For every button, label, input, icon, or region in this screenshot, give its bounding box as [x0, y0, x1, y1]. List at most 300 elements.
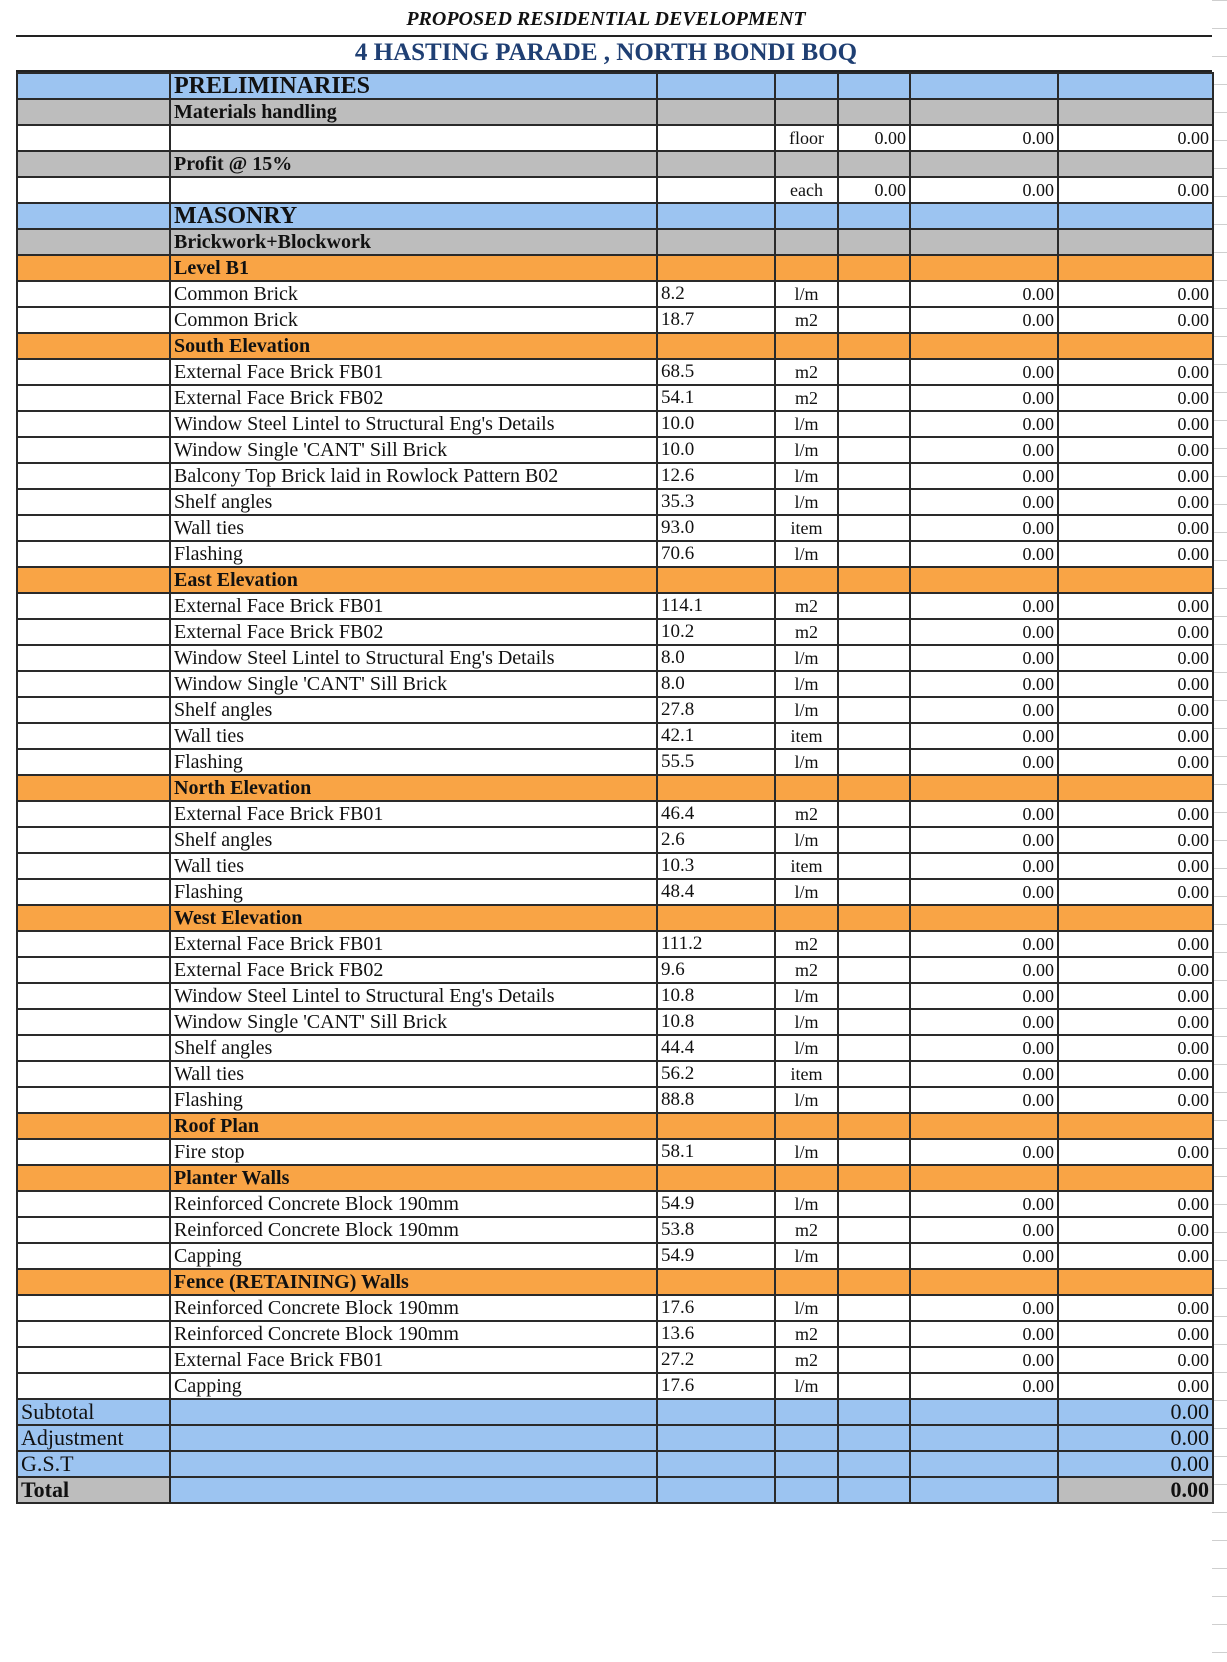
item-total: 0.00 [1058, 697, 1213, 723]
line-item-row [17, 1035, 1213, 1061]
line-item-row [17, 593, 1213, 619]
item-rate [838, 437, 910, 463]
line-item-row [17, 697, 1213, 723]
item-unit: l/m [775, 671, 838, 697]
empty-cell [657, 73, 775, 99]
empty-cell [838, 1269, 910, 1295]
item-amount: 0.00 [910, 645, 1058, 671]
item-unit: m2 [775, 957, 838, 983]
item-description: Reinforced Concrete Block 190mm [170, 1191, 657, 1217]
item-description: Shelf angles [170, 489, 657, 515]
line-item-row [17, 489, 1213, 515]
item-description: External Face Brick FB02 [170, 957, 657, 983]
item-total: 0.00 [1058, 983, 1213, 1009]
item-rate [838, 1321, 910, 1347]
item-unit: l/m [775, 697, 838, 723]
item-total: 0.00 [1058, 463, 1213, 489]
line-item-row [17, 645, 1213, 671]
item-quantity: 9.6 [657, 957, 775, 983]
line-item-row [17, 1217, 1213, 1243]
code-cell [17, 827, 170, 853]
empty-cell [775, 229, 838, 255]
heading-label: West Elevation [170, 905, 657, 931]
item-amount: 0.00 [910, 1295, 1058, 1321]
item-total: 0.00 [1058, 1321, 1213, 1347]
item-quantity: 18.7 [657, 307, 775, 333]
empty-cell [1058, 1269, 1213, 1295]
item-rate [838, 281, 910, 307]
code-cell [17, 1087, 170, 1113]
empty-cell [170, 1425, 657, 1451]
item-unit: l/m [775, 1295, 838, 1321]
item-quantity: 10.3 [657, 853, 775, 879]
empty-cell [910, 1269, 1058, 1295]
item-unit: floor [775, 125, 838, 151]
item-total: 0.00 [1058, 801, 1213, 827]
item-total: 0.00 [1058, 125, 1213, 151]
empty-cell [838, 775, 910, 801]
item-description: Wall ties [170, 853, 657, 879]
empty-cell [657, 567, 775, 593]
empty-cell [775, 151, 838, 177]
empty-cell [838, 567, 910, 593]
item-amount: 0.00 [910, 1035, 1058, 1061]
item-description: External Face Brick FB01 [170, 801, 657, 827]
empty-cell [838, 1399, 910, 1425]
empty-cell [775, 1425, 838, 1451]
item-description: Capping [170, 1373, 657, 1399]
code-cell [17, 203, 170, 229]
empty-cell [1058, 255, 1213, 281]
item-unit: l/m [775, 411, 838, 437]
code-cell [17, 1217, 170, 1243]
item-unit: l/m [775, 983, 838, 1009]
item-description: Window Steel Lintel to Structural Eng's Details [170, 983, 657, 1009]
item-quantity: 114.1 [657, 593, 775, 619]
code-cell [17, 1061, 170, 1087]
item-total: 0.00 [1058, 489, 1213, 515]
empty-cell [838, 73, 910, 99]
item-rate [838, 723, 910, 749]
category-header-row [17, 99, 1213, 125]
item-amount: 0.00 [910, 1243, 1058, 1269]
summary-label: G.S.T [17, 1451, 170, 1477]
item-description: External Face Brick FB01 [170, 593, 657, 619]
item-amount: 0.00 [910, 801, 1058, 827]
item-description: Window Steel Lintel to Structural Eng's Details [170, 411, 657, 437]
line-item-row [17, 1373, 1213, 1399]
item-description: Flashing [170, 749, 657, 775]
item-unit: l/m [775, 1139, 838, 1165]
item-rate [838, 749, 910, 775]
item-unit: m2 [775, 1217, 838, 1243]
code-cell [17, 645, 170, 671]
item-rate [838, 489, 910, 515]
category-header-row [17, 229, 1213, 255]
code-cell [17, 567, 170, 593]
line-item-row [17, 177, 1213, 203]
empty-cell [170, 1399, 657, 1425]
item-amount: 0.00 [910, 1347, 1058, 1373]
empty-cell [775, 1269, 838, 1295]
code-cell [17, 1035, 170, 1061]
empty-cell [910, 203, 1058, 229]
item-description: Flashing [170, 1087, 657, 1113]
item-unit: m2 [775, 385, 838, 411]
empty-cell [910, 1425, 1058, 1451]
item-rate [838, 671, 910, 697]
empty-cell [775, 1113, 838, 1139]
item-unit: l/m [775, 1035, 838, 1061]
code-cell [17, 541, 170, 567]
empty-cell [910, 333, 1058, 359]
item-total: 0.00 [1058, 1035, 1213, 1061]
item-quantity: 46.4 [657, 801, 775, 827]
line-item-row [17, 1087, 1213, 1113]
empty-cell [838, 1451, 910, 1477]
code-cell [17, 1321, 170, 1347]
item-total: 0.00 [1058, 177, 1213, 203]
item-unit: l/m [775, 489, 838, 515]
item-quantity: 55.5 [657, 749, 775, 775]
code-cell [17, 333, 170, 359]
item-description: External Face Brick FB01 [170, 931, 657, 957]
item-amount: 0.00 [910, 463, 1058, 489]
line-item-row [17, 437, 1213, 463]
item-unit: m2 [775, 359, 838, 385]
item-amount: 0.00 [910, 957, 1058, 983]
empty-cell [657, 99, 775, 125]
code-cell [17, 1009, 170, 1035]
line-item-row [17, 307, 1213, 333]
item-total: 0.00 [1058, 879, 1213, 905]
code-cell [17, 697, 170, 723]
item-rate [838, 1243, 910, 1269]
item-amount: 0.00 [910, 411, 1058, 437]
item-total: 0.00 [1058, 1373, 1213, 1399]
item-total: 0.00 [1058, 281, 1213, 307]
item-rate [838, 1061, 910, 1087]
line-item-row [17, 1009, 1213, 1035]
code-cell [17, 411, 170, 437]
line-item-row [17, 1243, 1213, 1269]
summary-label: Subtotal [17, 1399, 170, 1425]
item-description [170, 125, 657, 151]
item-amount: 0.00 [910, 1321, 1058, 1347]
item-amount: 0.00 [910, 489, 1058, 515]
item-rate [838, 827, 910, 853]
heading-label: Fence (RETAINING) Walls [170, 1269, 657, 1295]
code-cell [17, 801, 170, 827]
item-description: Flashing [170, 541, 657, 567]
line-item-row [17, 749, 1213, 775]
item-amount: 0.00 [910, 879, 1058, 905]
code-cell [17, 463, 170, 489]
line-item-row [17, 853, 1213, 879]
item-amount: 0.00 [910, 385, 1058, 411]
item-rate [838, 359, 910, 385]
item-description: Common Brick [170, 307, 657, 333]
line-item-row [17, 281, 1213, 307]
item-quantity: 17.6 [657, 1373, 775, 1399]
line-item-row [17, 879, 1213, 905]
line-item-row [17, 983, 1213, 1009]
empty-cell [657, 905, 775, 931]
item-amount: 0.00 [910, 1373, 1058, 1399]
summary-label: Total [17, 1477, 170, 1503]
empty-cell [775, 567, 838, 593]
empty-cell [657, 1451, 775, 1477]
empty-cell [1058, 567, 1213, 593]
item-rate [838, 645, 910, 671]
item-amount: 0.00 [910, 1061, 1058, 1087]
item-rate [838, 541, 910, 567]
heading-label: East Elevation [170, 567, 657, 593]
line-item-row [17, 125, 1213, 151]
line-item-row [17, 1321, 1213, 1347]
code-cell [17, 151, 170, 177]
item-total: 0.00 [1058, 593, 1213, 619]
item-rate: 0.00 [838, 125, 910, 151]
item-total: 0.00 [1058, 411, 1213, 437]
item-rate [838, 697, 910, 723]
item-rate [838, 1035, 910, 1061]
item-unit: item [775, 853, 838, 879]
empty-cell [775, 99, 838, 125]
item-rate [838, 515, 910, 541]
empty-cell [1058, 99, 1213, 125]
code-cell [17, 99, 170, 125]
summary-label: Adjustment [17, 1425, 170, 1451]
line-item-row [17, 827, 1213, 853]
empty-cell [1058, 775, 1213, 801]
item-quantity: 10.0 [657, 437, 775, 463]
item-total: 0.00 [1058, 723, 1213, 749]
summary-row [17, 1451, 1213, 1477]
empty-cell [910, 1477, 1058, 1503]
item-unit: m2 [775, 307, 838, 333]
empty-cell [657, 333, 775, 359]
item-amount: 0.00 [910, 125, 1058, 151]
empty-cell [910, 1113, 1058, 1139]
line-item-row [17, 1061, 1213, 1087]
item-total: 0.00 [1058, 1061, 1213, 1087]
item-quantity: 111.2 [657, 931, 775, 957]
empty-cell [1058, 229, 1213, 255]
item-quantity: 2.6 [657, 827, 775, 853]
item-total: 0.00 [1058, 1009, 1213, 1035]
empty-cell [838, 1113, 910, 1139]
code-cell [17, 385, 170, 411]
empty-cell [838, 151, 910, 177]
item-total: 0.00 [1058, 359, 1213, 385]
code-cell [17, 1191, 170, 1217]
item-unit: l/m [775, 827, 838, 853]
item-amount: 0.00 [910, 515, 1058, 541]
code-cell [17, 1373, 170, 1399]
subsection-header-row [17, 1165, 1213, 1191]
code-cell [17, 957, 170, 983]
item-unit: m2 [775, 801, 838, 827]
item-amount: 0.00 [910, 983, 1058, 1009]
empty-cell [910, 255, 1058, 281]
empty-cell [775, 333, 838, 359]
item-amount: 0.00 [910, 1217, 1058, 1243]
item-amount: 0.00 [910, 307, 1058, 333]
code-cell [17, 671, 170, 697]
item-total: 0.00 [1058, 1139, 1213, 1165]
item-description [170, 177, 657, 203]
item-quantity: 8.0 [657, 671, 775, 697]
item-description: Reinforced Concrete Block 190mm [170, 1295, 657, 1321]
item-amount: 0.00 [910, 359, 1058, 385]
empty-cell [838, 203, 910, 229]
item-total: 0.00 [1058, 853, 1213, 879]
code-cell [17, 983, 170, 1009]
code-cell [17, 1243, 170, 1269]
empty-cell [910, 1451, 1058, 1477]
item-description: Window Single 'CANT' Sill Brick [170, 437, 657, 463]
empty-cell [775, 73, 838, 99]
item-description: Wall ties [170, 1061, 657, 1087]
item-total: 0.00 [1058, 1191, 1213, 1217]
empty-cell [775, 1399, 838, 1425]
item-quantity: 27.8 [657, 697, 775, 723]
item-description: External Face Brick FB01 [170, 359, 657, 385]
empty-cell [910, 73, 1058, 99]
item-total: 0.00 [1058, 307, 1213, 333]
boq-table [16, 72, 1214, 1504]
empty-cell [1058, 1113, 1213, 1139]
item-total: 0.00 [1058, 515, 1213, 541]
code-cell [17, 853, 170, 879]
item-description: External Face Brick FB02 [170, 385, 657, 411]
line-item-row [17, 931, 1213, 957]
item-rate [838, 1191, 910, 1217]
summary-total: 0.00 [1058, 1451, 1213, 1477]
code-cell [17, 723, 170, 749]
item-unit: l/m [775, 541, 838, 567]
item-quantity: 42.1 [657, 723, 775, 749]
item-quantity: 35.3 [657, 489, 775, 515]
item-description: Balcony Top Brick laid in Rowlock Pattern B02 [170, 463, 657, 489]
code-cell [17, 255, 170, 281]
subsection-header-row [17, 1113, 1213, 1139]
item-quantity: 10.8 [657, 1009, 775, 1035]
heading-label: Materials handling [170, 99, 657, 125]
subsection-header-row [17, 255, 1213, 281]
item-rate [838, 853, 910, 879]
item-unit: l/m [775, 749, 838, 775]
item-description: Wall ties [170, 723, 657, 749]
line-item-row [17, 541, 1213, 567]
item-description: Window Single 'CANT' Sill Brick [170, 1009, 657, 1035]
section-header-row [17, 203, 1213, 229]
line-item-row [17, 1191, 1213, 1217]
item-unit: m2 [775, 931, 838, 957]
summary-row [17, 1399, 1213, 1425]
item-unit: m2 [775, 1347, 838, 1373]
empty-cell [838, 229, 910, 255]
item-description: Reinforced Concrete Block 190mm [170, 1217, 657, 1243]
line-item-row [17, 619, 1213, 645]
empty-cell [657, 1425, 775, 1451]
empty-cell [657, 1399, 775, 1425]
empty-cell [657, 1113, 775, 1139]
empty-cell [170, 1451, 657, 1477]
item-quantity: 8.0 [657, 645, 775, 671]
item-quantity: 10.2 [657, 619, 775, 645]
item-amount: 0.00 [910, 541, 1058, 567]
empty-cell [657, 203, 775, 229]
heading-label: North Elevation [170, 775, 657, 801]
item-quantity: 8.2 [657, 281, 775, 307]
empty-cell [1058, 73, 1213, 99]
item-total: 0.00 [1058, 1295, 1213, 1321]
item-quantity: 70.6 [657, 541, 775, 567]
line-item-row [17, 957, 1213, 983]
code-cell [17, 1269, 170, 1295]
project-title: PROPOSED RESIDENTIAL DEVELOPMENT [406, 8, 806, 30]
item-description: External Face Brick FB02 [170, 619, 657, 645]
item-description: Fire stop [170, 1139, 657, 1165]
item-amount: 0.00 [910, 853, 1058, 879]
item-rate: 0.00 [838, 177, 910, 203]
item-unit: m2 [775, 593, 838, 619]
empty-cell [170, 1477, 657, 1503]
item-amount: 0.00 [910, 281, 1058, 307]
item-amount: 0.00 [910, 177, 1058, 203]
empty-cell [775, 905, 838, 931]
empty-cell [1058, 905, 1213, 931]
item-unit: item [775, 1061, 838, 1087]
code-cell [17, 281, 170, 307]
spreadsheet-gridlines [1212, 0, 1227, 1662]
item-total: 0.00 [1058, 1217, 1213, 1243]
empty-cell [775, 255, 838, 281]
code-cell [17, 359, 170, 385]
code-cell [17, 177, 170, 203]
summary-total: 0.00 [1058, 1425, 1213, 1451]
item-description: External Face Brick FB01 [170, 1347, 657, 1373]
item-total: 0.00 [1058, 671, 1213, 697]
line-item-row [17, 1347, 1213, 1373]
item-amount: 0.00 [910, 1009, 1058, 1035]
item-total: 0.00 [1058, 385, 1213, 411]
subsection-header-row [17, 775, 1213, 801]
empty-cell [775, 1477, 838, 1503]
item-amount: 0.00 [910, 1087, 1058, 1113]
item-quantity: 44.4 [657, 1035, 775, 1061]
item-quantity: 48.4 [657, 879, 775, 905]
item-total: 0.00 [1058, 541, 1213, 567]
item-rate [838, 593, 910, 619]
subsection-header-row [17, 333, 1213, 359]
heading-label: Roof Plan [170, 1113, 657, 1139]
item-description: Shelf angles [170, 827, 657, 853]
empty-cell [838, 1165, 910, 1191]
empty-cell [657, 151, 775, 177]
item-total: 0.00 [1058, 957, 1213, 983]
item-unit: l/m [775, 281, 838, 307]
item-quantity: 68.5 [657, 359, 775, 385]
item-description: Wall ties [170, 515, 657, 541]
item-rate [838, 1139, 910, 1165]
empty-cell [775, 1165, 838, 1191]
empty-cell [910, 905, 1058, 931]
item-description: Reinforced Concrete Block 190mm [170, 1321, 657, 1347]
item-rate [838, 463, 910, 489]
